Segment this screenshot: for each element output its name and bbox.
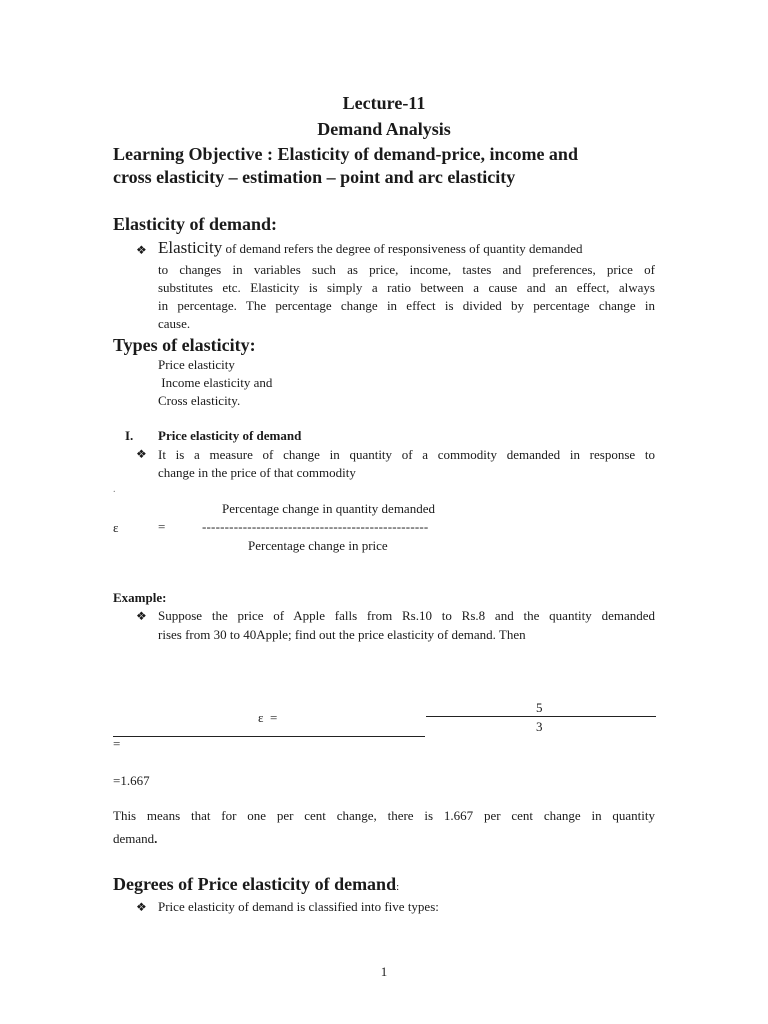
elasticity-lead-word: Elasticity (158, 238, 223, 257)
degrees-heading-row (113, 874, 399, 895)
horizontal-rule (113, 736, 425, 737)
example-heading: Example: (113, 590, 167, 605)
fraction-numerator: 5 (536, 700, 543, 715)
fraction-denominator: 3 (536, 719, 543, 734)
example-line1: Suppose the price of Apple falls from Rs.10 to Rs.8 and the quantity demanded (158, 608, 655, 623)
price-elasticity-definition-line2: change in the price of that commodity (158, 465, 356, 480)
formula-numerator: Percentage change in quantity demanded (222, 501, 435, 516)
section-numeral: I. (125, 428, 134, 443)
page-number: 1 (380, 964, 388, 979)
elasticity-heading: Elasticity of demand: (113, 214, 277, 234)
formula-denominator: Percentage change in price (248, 538, 388, 553)
type-item: Price elasticity (158, 357, 235, 372)
example-result: =1.667 (113, 773, 150, 788)
conclusion-period: . (154, 831, 158, 846)
conclusion-line1: This means that for one per cent change, there is 1.667 per cent change in quantity (113, 808, 655, 823)
fraction-bar (426, 716, 656, 717)
example-epsilon-label: ε = (258, 710, 278, 725)
diamond-bullet-icon: ❖ (136, 243, 147, 257)
formula-equals: = (158, 519, 166, 534)
lecture-topic: Demand Analysis (317, 119, 451, 139)
elasticity-definition-line1 (158, 238, 582, 258)
diamond-bullet-icon: ❖ (136, 900, 147, 914)
lecture-number: Lecture-11 (342, 93, 426, 113)
conclusion-line2 (113, 830, 157, 848)
types-heading: Types of elasticity: (113, 335, 256, 355)
formula-epsilon: ε (113, 520, 119, 535)
example-line2: rises from 30 to 40Apple; find out the price elasticity of demand. Then (158, 627, 526, 642)
elasticity-definition-line4: in percentage. The percentage change in effect is divided by percentage change in (158, 298, 655, 313)
price-elasticity-definition-line1: It is a measure of change in quantity of a commodity demanded in response to (158, 447, 655, 462)
elasticity-line1-rest: of demand refers the degree of responsiveness of quantity demanded (222, 241, 583, 256)
elasticity-definition-line3: substitutes etc. Elasticity is simply a ratio between a cause and an effect, always (158, 280, 655, 295)
formula-divider: -------------------------------------------------- (202, 519, 429, 534)
learning-objective-line2: cross elasticity – estimation – point and arc elasticity (113, 167, 516, 187)
stray-dot: . (113, 484, 116, 495)
diamond-bullet-icon: ❖ (136, 609, 147, 623)
conclusion-word: demand (113, 831, 155, 846)
learning-objective-line1: Learning Objective : Elasticity of demand-price, income and (113, 144, 578, 164)
type-item: Cross elasticity. (158, 393, 241, 408)
elasticity-definition-line2: to changes in variables such as price, income, tastes and preferences, price of (158, 262, 655, 277)
degrees-heading: Degrees of Price elasticity of demand (113, 874, 397, 894)
price-elasticity-heading: Price elasticity of demand (158, 428, 302, 443)
type-item: Income elasticity and (158, 375, 273, 390)
degrees-heading-colon: : (396, 881, 400, 893)
diamond-bullet-icon: ❖ (136, 447, 147, 461)
degrees-bullet-line1: Price elasticity of demand is classified into five types: (158, 899, 439, 914)
equals-sign: = (113, 736, 121, 751)
elasticity-definition-line5: cause. (158, 316, 191, 331)
